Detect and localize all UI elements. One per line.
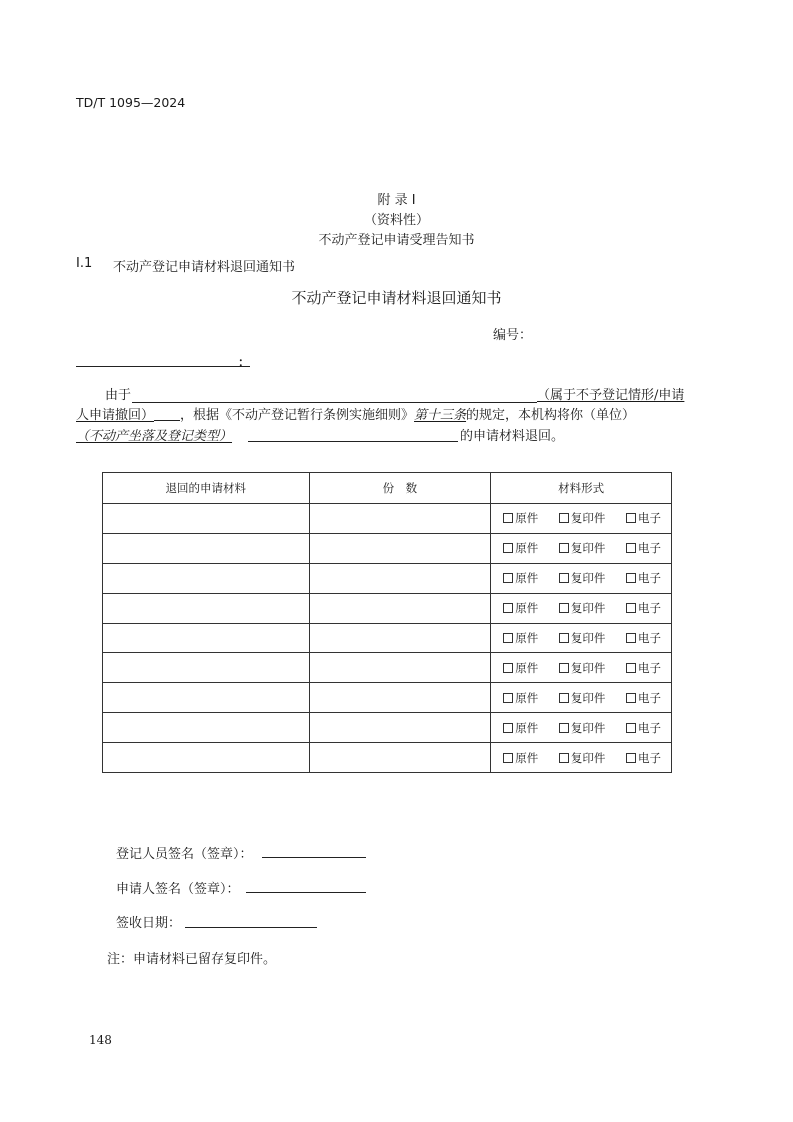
form-option-label: 复印件 xyxy=(570,601,606,616)
copies-cell[interactable] xyxy=(309,533,491,563)
form-option-photocopy[interactable] xyxy=(559,510,606,526)
checkbox-icon[interactable] xyxy=(626,603,636,613)
checkbox-icon[interactable] xyxy=(559,603,569,613)
form-option-original[interactable] xyxy=(503,660,538,676)
material-cell[interactable] xyxy=(103,593,310,623)
checkbox-icon[interactable] xyxy=(626,723,636,733)
form-cell xyxy=(491,743,672,773)
table-row xyxy=(103,593,672,623)
form-option-photocopy[interactable] xyxy=(559,720,606,736)
form-options xyxy=(491,630,671,646)
checkbox-icon[interactable] xyxy=(503,633,513,643)
form-option-label: 电子 xyxy=(637,571,661,586)
checkbox-icon[interactable] xyxy=(626,543,636,553)
article-reference: 第十三条 xyxy=(414,408,467,423)
footnote: 注：申请材料已留存复印件。 xyxy=(107,952,277,967)
addressee-blank xyxy=(76,366,250,367)
form-option-label: 原件 xyxy=(515,660,539,675)
checkbox-icon[interactable] xyxy=(503,753,513,763)
table-row xyxy=(103,683,672,713)
form-option-label: 电子 xyxy=(637,750,661,765)
checkbox-icon[interactable] xyxy=(626,753,636,763)
form-option-photocopy[interactable] xyxy=(559,540,606,556)
copies-cell[interactable] xyxy=(309,504,491,534)
form-option-label: 电子 xyxy=(637,720,661,735)
section-title: 不动产登记申请材料退回通知书 xyxy=(113,260,296,275)
property-hint: （不动产坐落及登记类型） xyxy=(76,429,233,444)
form-options xyxy=(491,660,671,676)
checkbox-icon[interactable] xyxy=(559,543,569,553)
form-cell xyxy=(491,653,672,683)
form-option-original[interactable] xyxy=(503,750,538,766)
col-header-copies: 份 数 xyxy=(309,473,491,504)
form-option-photocopy[interactable] xyxy=(559,660,606,676)
form-options xyxy=(491,540,671,556)
material-cell[interactable] xyxy=(103,623,310,653)
table-row xyxy=(103,563,672,593)
form-option-label: 复印件 xyxy=(570,541,606,556)
copies-cell[interactable] xyxy=(309,743,491,773)
material-cell[interactable] xyxy=(103,533,310,563)
form-option-label: 原件 xyxy=(515,690,539,705)
returned-materials-table xyxy=(102,472,672,773)
form-options xyxy=(491,570,671,586)
checkbox-icon[interactable] xyxy=(559,663,569,673)
form-option-electronic[interactable] xyxy=(626,570,661,586)
checkbox-icon[interactable] xyxy=(559,573,569,583)
form-cell xyxy=(491,504,672,534)
table-row xyxy=(103,504,672,534)
material-cell[interactable] xyxy=(103,563,310,593)
form-cell xyxy=(491,713,672,743)
form-option-original[interactable] xyxy=(503,510,538,526)
checkbox-icon[interactable] xyxy=(626,573,636,583)
reason-hint: （属于不予登记情形/申请 xyxy=(537,388,685,403)
copies-cell[interactable] xyxy=(309,563,491,593)
form-option-label: 复印件 xyxy=(570,631,606,645)
form-options xyxy=(491,690,671,706)
form-option-label: 复印件 xyxy=(570,511,606,526)
form-option-original[interactable] xyxy=(503,570,538,586)
form-option-label: 原件 xyxy=(515,601,539,616)
form-cell xyxy=(491,593,672,623)
section-number: I.1 xyxy=(76,256,93,271)
appendix-nature: （资料性） xyxy=(363,213,429,228)
form-option-label: 原件 xyxy=(515,511,539,526)
material-cell[interactable] xyxy=(103,743,310,773)
checkbox-icon[interactable] xyxy=(503,693,513,703)
form-option-label: 原件 xyxy=(515,571,539,586)
return-suffix: 的申请材料退回。 xyxy=(460,429,565,444)
form-option-electronic[interactable] xyxy=(626,660,661,676)
checkbox-icon[interactable] xyxy=(626,693,636,703)
registrar-signature-blank[interactable] xyxy=(262,857,366,858)
reason-prefix: 由于 xyxy=(105,388,132,403)
form-option-electronic[interactable] xyxy=(626,630,661,646)
form-option-label: 电子 xyxy=(637,690,661,705)
addressee-colon: ： xyxy=(238,355,251,369)
form-option-electronic[interactable] xyxy=(626,600,661,616)
form-option-electronic[interactable] xyxy=(626,540,661,556)
form-options xyxy=(491,750,671,766)
form-options xyxy=(491,510,671,526)
registrar-signature-label: 登记人员签名（签章）： xyxy=(116,847,253,862)
form-option-electronic[interactable] xyxy=(626,720,661,736)
legal-basis-text: ，根据《不动产登记暂行条例实施细则》 xyxy=(180,408,415,423)
form-option-label: 电子 xyxy=(637,511,661,526)
form-option-label: 复印件 xyxy=(570,690,606,705)
standard-code: TD/T 1095—2024 xyxy=(76,95,186,110)
property-blank xyxy=(248,441,458,442)
form-cell xyxy=(491,533,672,563)
checkbox-icon[interactable] xyxy=(559,723,569,733)
form-option-photocopy[interactable] xyxy=(559,690,606,706)
legal-basis-text-2: 的规定，本机构将你（单位） xyxy=(466,408,636,423)
checkbox-icon[interactable] xyxy=(503,663,513,673)
form-option-label: 复印件 xyxy=(570,571,606,586)
form-option-label: 电子 xyxy=(637,660,661,675)
form-option-label: 复印件 xyxy=(570,750,606,765)
copies-cell[interactable] xyxy=(309,713,491,743)
checkbox-icon[interactable] xyxy=(559,633,569,643)
checkbox-icon[interactable] xyxy=(503,603,513,613)
form-cell xyxy=(491,623,672,653)
appendix-label: 附 录 I xyxy=(377,193,416,208)
form-option-photocopy[interactable] xyxy=(559,600,606,616)
applicant-signature-label: 申请人签名（签章）： xyxy=(116,882,240,897)
table-row xyxy=(103,653,672,683)
table-header-row xyxy=(103,473,672,504)
checkbox-icon[interactable] xyxy=(626,513,636,523)
form-options xyxy=(491,720,671,736)
checkbox-icon[interactable] xyxy=(503,723,513,733)
copies-cell[interactable] xyxy=(309,653,491,683)
form-option-original[interactable] xyxy=(503,630,538,646)
form-cell xyxy=(491,683,672,713)
checkbox-icon[interactable] xyxy=(503,573,513,583)
material-cell[interactable] xyxy=(103,653,310,683)
notice-title: 不动产登记申请材料退回通知书 xyxy=(291,289,502,307)
checkbox-icon[interactable] xyxy=(503,543,513,553)
checkbox-icon[interactable] xyxy=(503,513,513,523)
reason-blank xyxy=(132,402,537,403)
reason-hint-cont: 人申请撤回） xyxy=(76,408,155,423)
material-cell[interactable] xyxy=(103,683,310,713)
checkbox-icon[interactable] xyxy=(559,753,569,763)
form-option-label: 复印件 xyxy=(570,720,606,735)
form-option-label: 电子 xyxy=(637,541,661,556)
form-option-photocopy[interactable] xyxy=(559,630,606,646)
table-row xyxy=(103,533,672,563)
material-cell[interactable] xyxy=(103,504,310,534)
form-option-label: 电子 xyxy=(637,631,661,645)
receipt-date-label: 签收日期： xyxy=(116,916,182,931)
col-header-materials: 退回的申请材料 xyxy=(103,473,310,504)
receipt-date-blank[interactable] xyxy=(185,927,317,928)
material-cell[interactable] xyxy=(103,713,310,743)
form-option-electronic[interactable] xyxy=(626,510,661,526)
reason-hint-gap xyxy=(154,408,180,421)
form-option-original[interactable] xyxy=(503,720,538,736)
table-row xyxy=(103,713,672,743)
table-row xyxy=(103,743,672,773)
appendix-title: 不动产登记申请受理告知书 xyxy=(318,233,475,248)
copies-cell[interactable] xyxy=(309,593,491,623)
copies-cell[interactable] xyxy=(309,623,491,653)
checkbox-icon[interactable] xyxy=(559,513,569,523)
form-option-electronic[interactable] xyxy=(626,750,661,766)
copies-cell[interactable] xyxy=(309,683,491,713)
form-cell xyxy=(491,563,672,593)
form-option-photocopy[interactable] xyxy=(559,570,606,586)
checkbox-icon[interactable] xyxy=(626,633,636,643)
checkbox-icon[interactable] xyxy=(626,663,636,673)
form-option-label: 电子 xyxy=(637,601,661,616)
form-options xyxy=(491,600,671,616)
form-option-label: 复印件 xyxy=(570,660,606,675)
form-option-original[interactable] xyxy=(503,600,538,616)
page-number: 148 xyxy=(89,1033,112,1047)
serial-number-label: 编号： xyxy=(493,328,533,343)
form-option-original[interactable] xyxy=(503,540,538,556)
form-option-label: 原件 xyxy=(515,750,539,765)
form-option-label: 原件 xyxy=(515,631,539,645)
checkbox-icon[interactable] xyxy=(559,693,569,703)
form-option-label: 原件 xyxy=(515,720,539,735)
col-header-form: 材料形式 xyxy=(491,473,672,504)
table-row xyxy=(103,623,672,653)
form-option-photocopy[interactable] xyxy=(559,750,606,766)
form-option-original[interactable] xyxy=(503,690,538,706)
applicant-signature-blank[interactable] xyxy=(246,892,366,893)
form-option-electronic[interactable] xyxy=(626,690,661,706)
reason-line-2 xyxy=(76,404,635,423)
form-option-label: 原件 xyxy=(515,541,539,556)
